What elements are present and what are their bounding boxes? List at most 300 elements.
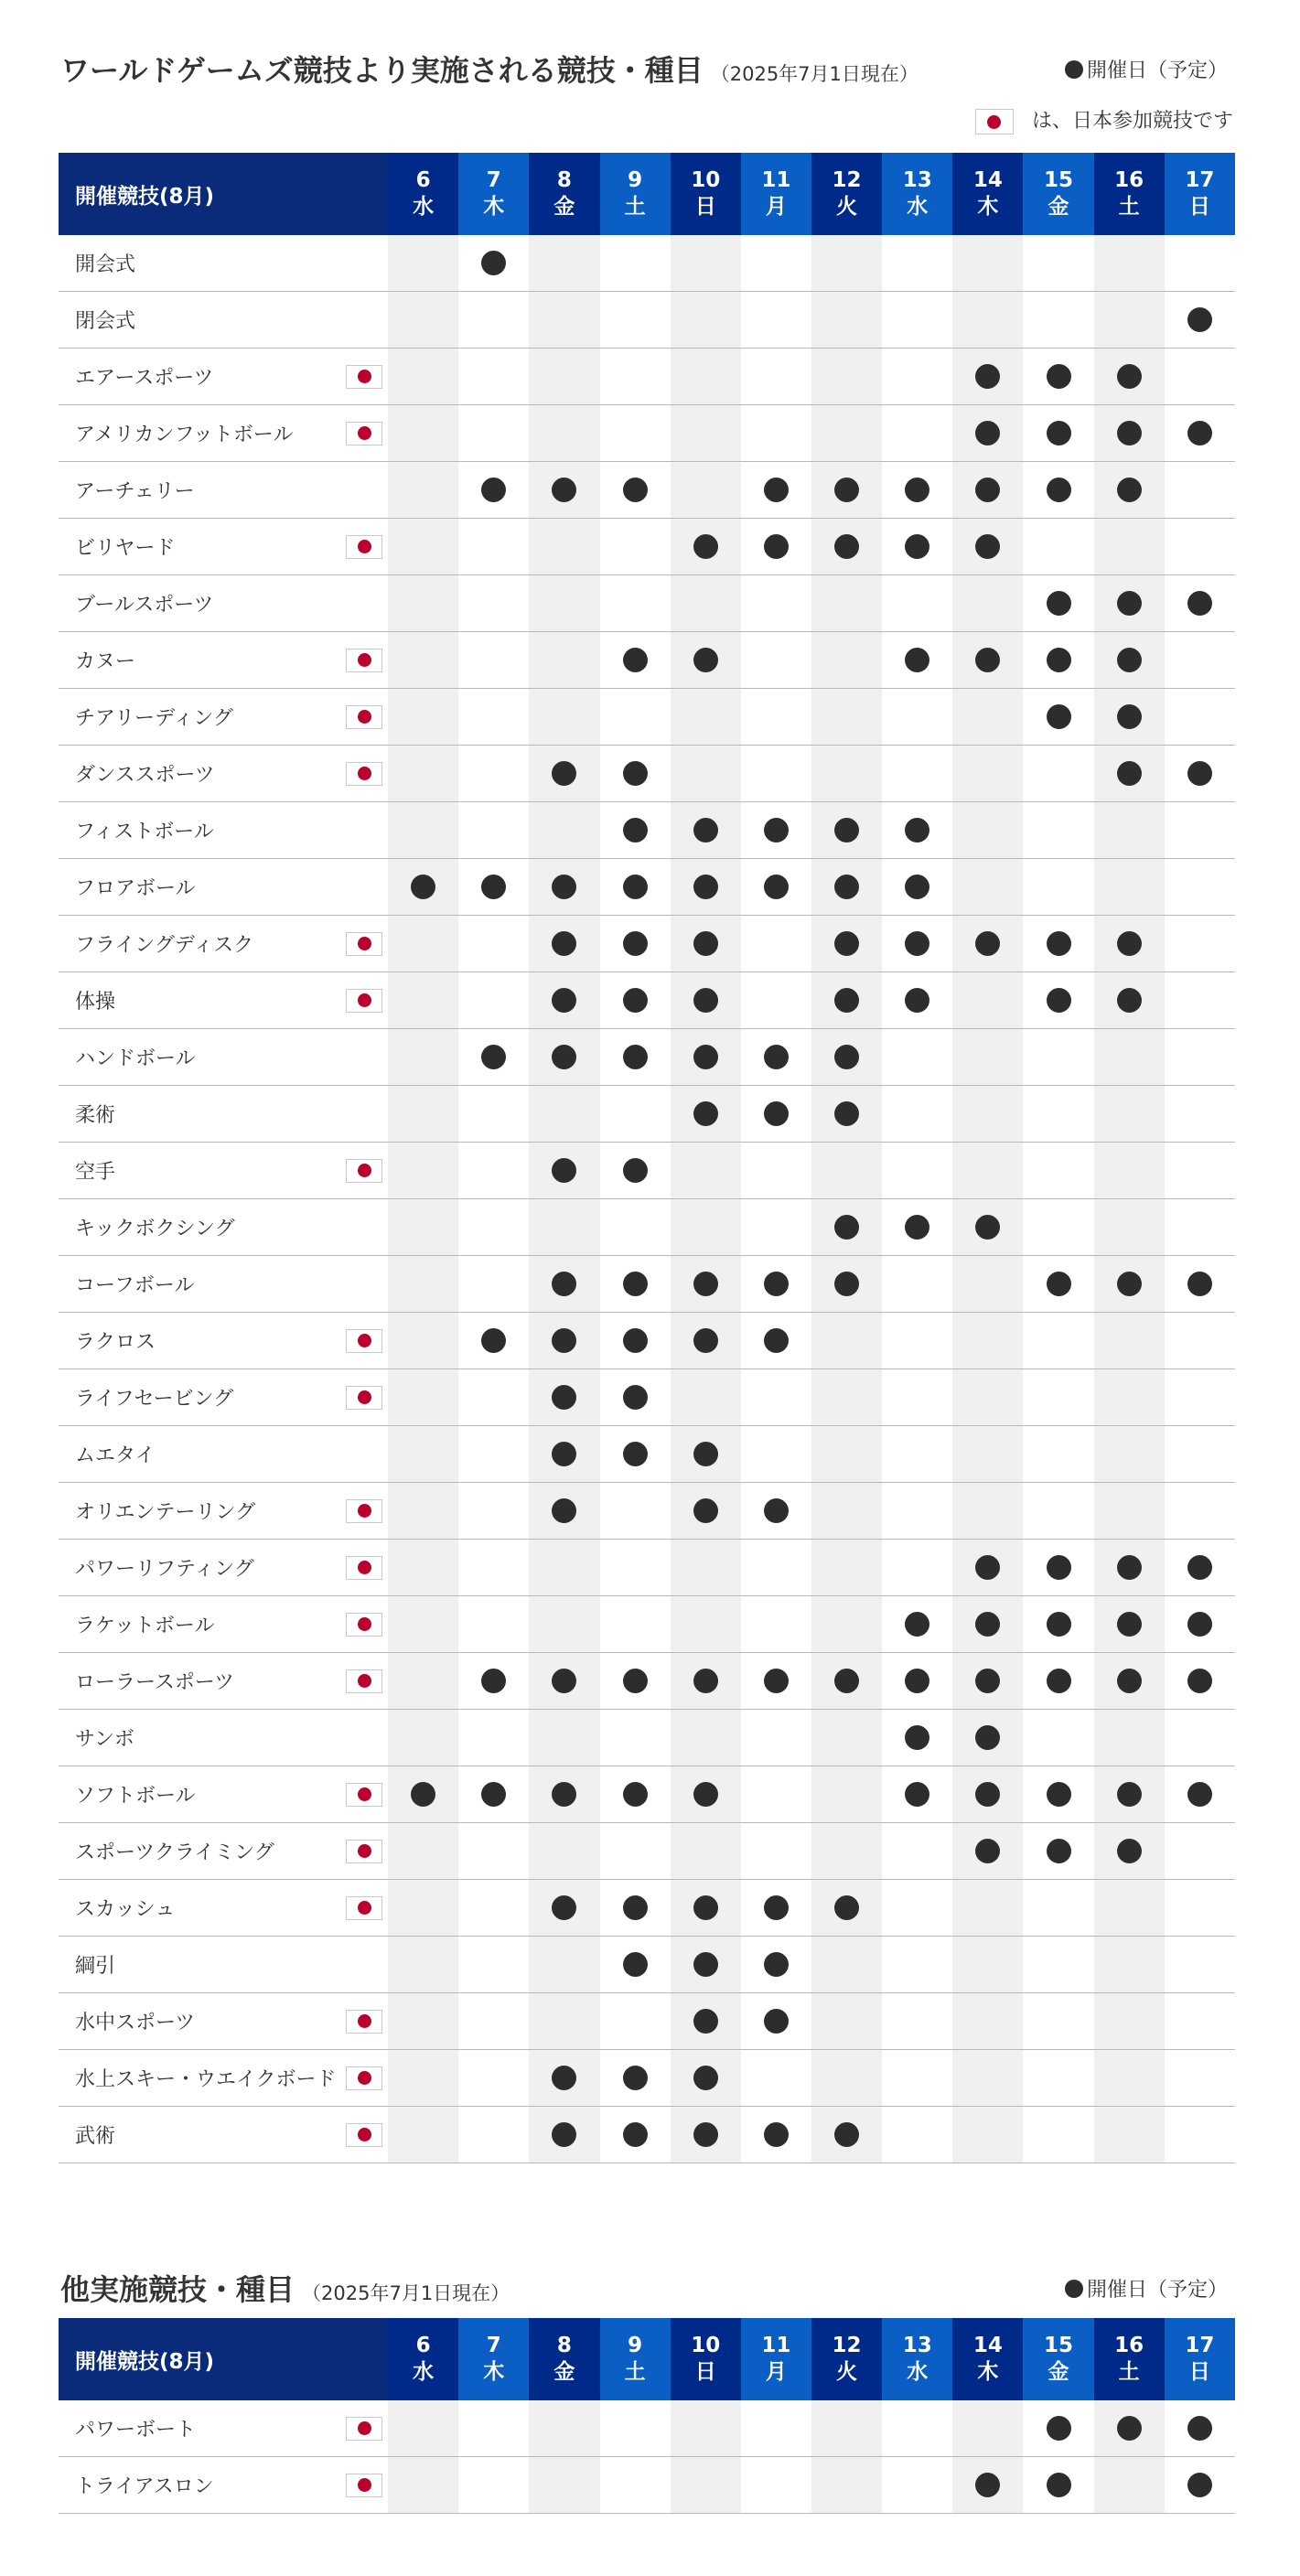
event-day-dot [1047,1839,1071,1863]
japan-flag-icon [346,2417,382,2441]
day-cell-9 [600,1823,671,1880]
schedule-table [59,153,1235,2163]
day-cell-8 [529,802,599,859]
day-cell-8 [529,1823,599,1880]
day-cell-12 [811,235,882,292]
day-cell-12 [811,632,882,689]
day-cell-7 [458,1313,529,1369]
day-cell-11 [741,2107,811,2163]
event-day-dot [1187,1272,1212,1296]
day-number: 16 [1114,2334,1144,2357]
day-cell-9 [600,575,671,632]
event-day-dot [905,988,929,1013]
event-day-dot [552,1782,576,1807]
day-number: 12 [832,168,862,192]
day-cell-6 [388,1143,458,1199]
day-number: 15 [1044,2334,1074,2357]
day-cell-8 [529,2457,599,2514]
day-cell-15 [1023,689,1093,746]
day-number: 14 [972,2334,1003,2357]
japan-flag-icon [346,422,382,445]
day-cell-13 [882,746,952,802]
sport-name-cell [59,1766,388,1823]
event-day-dot [905,1782,929,1807]
day-cell-13 [882,2400,952,2457]
day-cell-9 [600,689,671,746]
day-cell-14 [952,575,1023,632]
sport-name: エアースポーツ [75,367,214,390]
day-cell-9 [600,972,671,1029]
event-day-dot [552,1442,576,1466]
day-cell-17 [1165,1710,1235,1766]
japan-flag-icon [346,932,382,956]
day-cell-11 [741,1313,811,1369]
day-cell-8 [529,746,599,802]
table-row [59,746,1235,802]
day-number: 6 [415,168,431,192]
event-day-dot [1187,307,1212,332]
day-cell-13 [882,859,952,916]
day-cell-6 [388,1653,458,1710]
day-cell-8 [529,1483,599,1540]
day-cell-13 [882,689,952,746]
event-day-dot [764,2009,789,2034]
japan-flag-icon [346,2123,382,2147]
event-day-dot [623,818,648,843]
event-day-dot [905,478,929,502]
event-day-dot [764,875,789,899]
day-cell-17 [1165,1313,1235,1369]
day-cell-9 [600,349,671,405]
day-cell-6 [388,1823,458,1880]
table-row [59,349,1235,405]
event-day-dot [975,1782,1000,1807]
day-cell-7 [458,1426,529,1483]
day-cell-16 [1094,1540,1165,1596]
event-day-dot [764,1045,789,1069]
day-weekday: 土 [624,2360,646,2384]
day-header-14 [952,2318,1023,2400]
day-cell-10 [671,349,741,405]
day-cell-13 [882,2457,952,2514]
event-day-dot [623,1272,648,1296]
event-day-dot [905,931,929,956]
table-row [59,1029,1235,1086]
day-cell-15 [1023,349,1093,405]
event-day-dot [764,1328,789,1353]
day-cell-17 [1165,689,1235,746]
event-day-dot [975,1612,1000,1637]
day-cell-17 [1165,1369,1235,1426]
sport-name: ブールスポーツ [75,594,214,617]
event-day-dot [764,1498,789,1523]
day-cell-17 [1165,349,1235,405]
day-cell-12 [811,1540,882,1596]
table-row [59,2400,1235,2457]
japan-flag-icon [346,1669,382,1693]
day-cell-8 [529,1540,599,1596]
day-cell-6 [388,1710,458,1766]
day-cell-14 [952,1766,1023,1823]
day-cell-15 [1023,292,1093,349]
day-cell-6 [388,2050,458,2107]
day-cell-13 [882,1710,952,1766]
day-cell-16 [1094,916,1165,972]
japan-flag-icon [346,2474,382,2497]
day-number: 8 [556,168,572,192]
event-day-dot [693,2066,718,2090]
day-cell-16 [1094,1313,1165,1369]
day-cell-8 [529,859,599,916]
day-cell-7 [458,1540,529,1596]
legend-japan [975,105,1233,134]
day-cell-6 [388,859,458,916]
sport-name-cell [59,2050,388,2107]
sport-name-cell [59,632,388,689]
sport-name: 水中スポーツ [75,2012,196,2034]
day-cell-11 [741,1540,811,1596]
sport-name-cell [59,292,388,349]
table-row [59,2050,1235,2107]
event-day-dot [623,2066,648,2090]
event-day-dot [1187,1782,1212,1807]
event-day-dot [693,2122,718,2147]
day-cell-11 [741,1426,811,1483]
day-cell-9 [600,1596,671,1653]
day-cell-11 [741,1199,811,1256]
day-cell-11 [741,859,811,916]
japan-flag-icon [346,1556,382,1580]
day-header-7 [458,2318,529,2400]
event-day-dot [975,1725,1000,1750]
day-cell-9 [600,519,671,575]
event-day-dot [834,1669,859,1693]
event-day-dot [481,875,506,899]
event-day-dot [834,875,859,899]
day-cell-12 [811,1256,882,1313]
day-cell-14 [952,1823,1023,1880]
day-cell-11 [741,1880,811,1937]
day-cell-9 [600,1937,671,1993]
table-row [59,235,1235,292]
day-cell-12 [811,2457,882,2514]
table-row [59,632,1235,689]
sport-name: 綱引 [75,1955,116,1978]
event-day-dot [764,1895,789,1920]
day-cell-15 [1023,2457,1093,2514]
day-cell-15 [1023,405,1093,462]
event-day-dot [481,1782,506,1807]
event-day-dot [975,648,1000,672]
day-cell-10 [671,1313,741,1369]
day-cell-8 [529,519,599,575]
day-cell-8 [529,1143,599,1199]
event-day-dot [1117,421,1142,445]
day-weekday: 金 [1048,2360,1069,2384]
day-header-9 [600,2318,671,2400]
event-day-dot [975,1555,1000,1580]
day-weekday: 日 [1188,195,1210,219]
day-cell-8 [529,292,599,349]
day-cell-6 [388,746,458,802]
day-cell-10 [671,519,741,575]
day-cell-8 [529,349,599,405]
event-day-dot [1117,1272,1142,1296]
day-cell-13 [882,462,952,519]
event-day-dot [834,534,859,559]
day-cell-12 [811,462,882,519]
event-day-dot [1047,931,1071,956]
event-day-dot [975,364,1000,389]
day-cell-15 [1023,575,1093,632]
table-row [59,1313,1235,1369]
day-cell-17 [1165,1086,1235,1143]
day-cell-16 [1094,1766,1165,1823]
sport-name: キックボクシング [75,1218,235,1240]
day-cell-7 [458,292,529,349]
day-cell-6 [388,1313,458,1369]
day-cell-17 [1165,916,1235,972]
day-header-12 [811,153,882,235]
event-day-dot [834,478,859,502]
day-cell-15 [1023,2400,1093,2457]
day-cell-13 [882,519,952,575]
sport-name: ソフトボール [75,1785,196,1808]
day-cell-11 [741,1766,811,1823]
day-cell-8 [529,916,599,972]
day-cell-10 [671,2457,741,2514]
day-cell-11 [741,1993,811,2050]
event-day-dot [834,1895,859,1920]
day-cell-14 [952,972,1023,1029]
sport-name: スカッシュ [75,1898,176,1921]
filled-circle-icon [1065,2280,1083,2298]
day-cell-17 [1165,2457,1235,2514]
day-cell-7 [458,802,529,859]
day-cell-8 [529,235,599,292]
table-row [59,2107,1235,2163]
sport-name-cell [59,1426,388,1483]
day-cell-8 [529,462,599,519]
day-cell-14 [952,1596,1023,1653]
sport-name-cell [59,2107,388,2163]
day-cell-17 [1165,1483,1235,1540]
event-day-dot [623,1328,648,1353]
sport-name-cell [59,972,388,1029]
event-day-dot [411,1782,435,1807]
day-cell-8 [529,1766,599,1823]
day-number: 12 [832,2334,862,2357]
day-cell-6 [388,1086,458,1143]
header-row [59,153,1235,235]
day-cell-11 [741,1483,811,1540]
day-cell-10 [671,972,741,1029]
day-cell-16 [1094,746,1165,802]
event-day-dot [481,478,506,502]
day-cell-12 [811,1823,882,1880]
day-cell-11 [741,1937,811,1993]
day-cell-16 [1094,802,1165,859]
day-cell-16 [1094,1937,1165,1993]
day-cell-13 [882,632,952,689]
day-cell-16 [1094,2050,1165,2107]
day-cell-15 [1023,1880,1093,1937]
day-cell-7 [458,1086,529,1143]
day-cell-12 [811,1993,882,2050]
day-cell-8 [529,1993,599,2050]
japan-flag-icon [346,1840,382,1863]
day-cell-16 [1094,1653,1165,1710]
sport-name-cell [59,1937,388,1993]
day-cell-12 [811,575,882,632]
event-day-dot [834,818,859,843]
day-cell-10 [671,1993,741,2050]
day-cell-14 [952,292,1023,349]
event-day-dot [975,421,1000,445]
day-number: 16 [1114,168,1144,192]
day-number: 15 [1044,168,1074,192]
day-weekday: 木 [977,195,999,219]
day-cell-9 [600,1653,671,1710]
table-row [59,1823,1235,1880]
day-cell-16 [1094,1199,1165,1256]
day-cell-13 [882,1313,952,1369]
event-day-dot [1187,1612,1212,1637]
day-cell-13 [882,349,952,405]
day-cell-7 [458,689,529,746]
day-cell-15 [1023,1029,1093,1086]
day-number: 13 [902,2334,932,2357]
event-day-dot [481,1328,506,1353]
day-cell-10 [671,292,741,349]
day-cell-7 [458,632,529,689]
day-cell-14 [952,1937,1023,1993]
day-cell-14 [952,519,1023,575]
day-cell-13 [882,1086,952,1143]
day-cell-16 [1094,1086,1165,1143]
event-day-dot [764,1669,789,1693]
table-row [59,1710,1235,1766]
day-cell-16 [1094,2457,1165,2514]
day-cell-9 [600,292,671,349]
day-cell-15 [1023,1823,1093,1880]
day-cell-11 [741,405,811,462]
day-cell-13 [882,575,952,632]
japan-flag-icon [346,705,382,729]
event-day-dot [623,1952,648,1977]
day-cell-17 [1165,1199,1235,1256]
day-cell-10 [671,1937,741,1993]
sport-name: チアリーディング [75,707,233,730]
day-header-6 [388,2318,458,2400]
day-cell-15 [1023,1426,1093,1483]
day-cell-10 [671,235,741,292]
sport-name-cell [59,1880,388,1937]
day-weekday: 水 [907,2360,929,2384]
day-cell-11 [741,1823,811,1880]
day-header-17 [1165,153,1235,235]
day-cell-7 [458,1880,529,1937]
event-day-dot [693,1952,718,1977]
day-cell-16 [1094,235,1165,292]
event-day-dot [693,1101,718,1126]
sport-name: 武術 [75,2125,116,2148]
day-cell-13 [882,1199,952,1256]
day-cell-16 [1094,1256,1165,1313]
day-cell-14 [952,2050,1023,2107]
day-cell-14 [952,1426,1023,1483]
day-cell-7 [458,1596,529,1653]
day-cell-6 [388,972,458,1029]
table-body [59,235,1235,2163]
day-header-16 [1094,153,1165,235]
event-day-dot [834,988,859,1013]
day-cell-8 [529,972,599,1029]
event-day-dot [1117,988,1142,1013]
event-day-dot [623,1045,648,1069]
day-weekday: 水 [413,2360,435,2384]
day-cell-6 [388,235,458,292]
event-day-dot [764,1101,789,1126]
day-cell-10 [671,1029,741,1086]
table-row [59,575,1235,632]
filled-circle-icon [1065,60,1083,79]
table-header [59,2318,1235,2400]
event-day-dot [693,1498,718,1523]
day-cell-17 [1165,1653,1235,1710]
day-cell-7 [458,1029,529,1086]
day-cell-8 [529,1880,599,1937]
day-cell-8 [529,1653,599,1710]
day-cell-9 [600,1313,671,1369]
day-cell-6 [388,1256,458,1313]
table-row [59,1483,1235,1540]
day-cell-11 [741,462,811,519]
day-cell-7 [458,859,529,916]
day-cell-17 [1165,292,1235,349]
day-cell-8 [529,1199,599,1256]
day-cell-10 [671,1823,741,1880]
day-cell-6 [388,462,458,519]
day-cell-6 [388,1596,458,1653]
day-cell-13 [882,405,952,462]
day-cell-9 [600,1766,671,1823]
day-cell-13 [882,1369,952,1426]
day-weekday: 金 [553,2360,575,2384]
day-cell-6 [388,405,458,462]
day-cell-17 [1165,519,1235,575]
table-row [59,1086,1235,1143]
sport-name-cell [59,1369,388,1426]
day-header-15 [1023,2318,1093,2400]
day-cell-11 [741,235,811,292]
event-day-dot [552,931,576,956]
sport-name: パワーリフティング [75,1558,254,1581]
day-header-13 [882,2318,952,2400]
day-cell-7 [458,235,529,292]
day-cell-15 [1023,1653,1093,1710]
day-cell-17 [1165,1426,1235,1483]
day-cell-11 [741,972,811,1029]
sport-name-cell [59,1143,388,1199]
day-cell-17 [1165,462,1235,519]
day-cell-17 [1165,1880,1235,1937]
day-cell-14 [952,1993,1023,2050]
day-cell-12 [811,1710,882,1766]
event-day-dot [764,1272,789,1296]
event-day-dot [693,1272,718,1296]
day-cell-8 [529,575,599,632]
